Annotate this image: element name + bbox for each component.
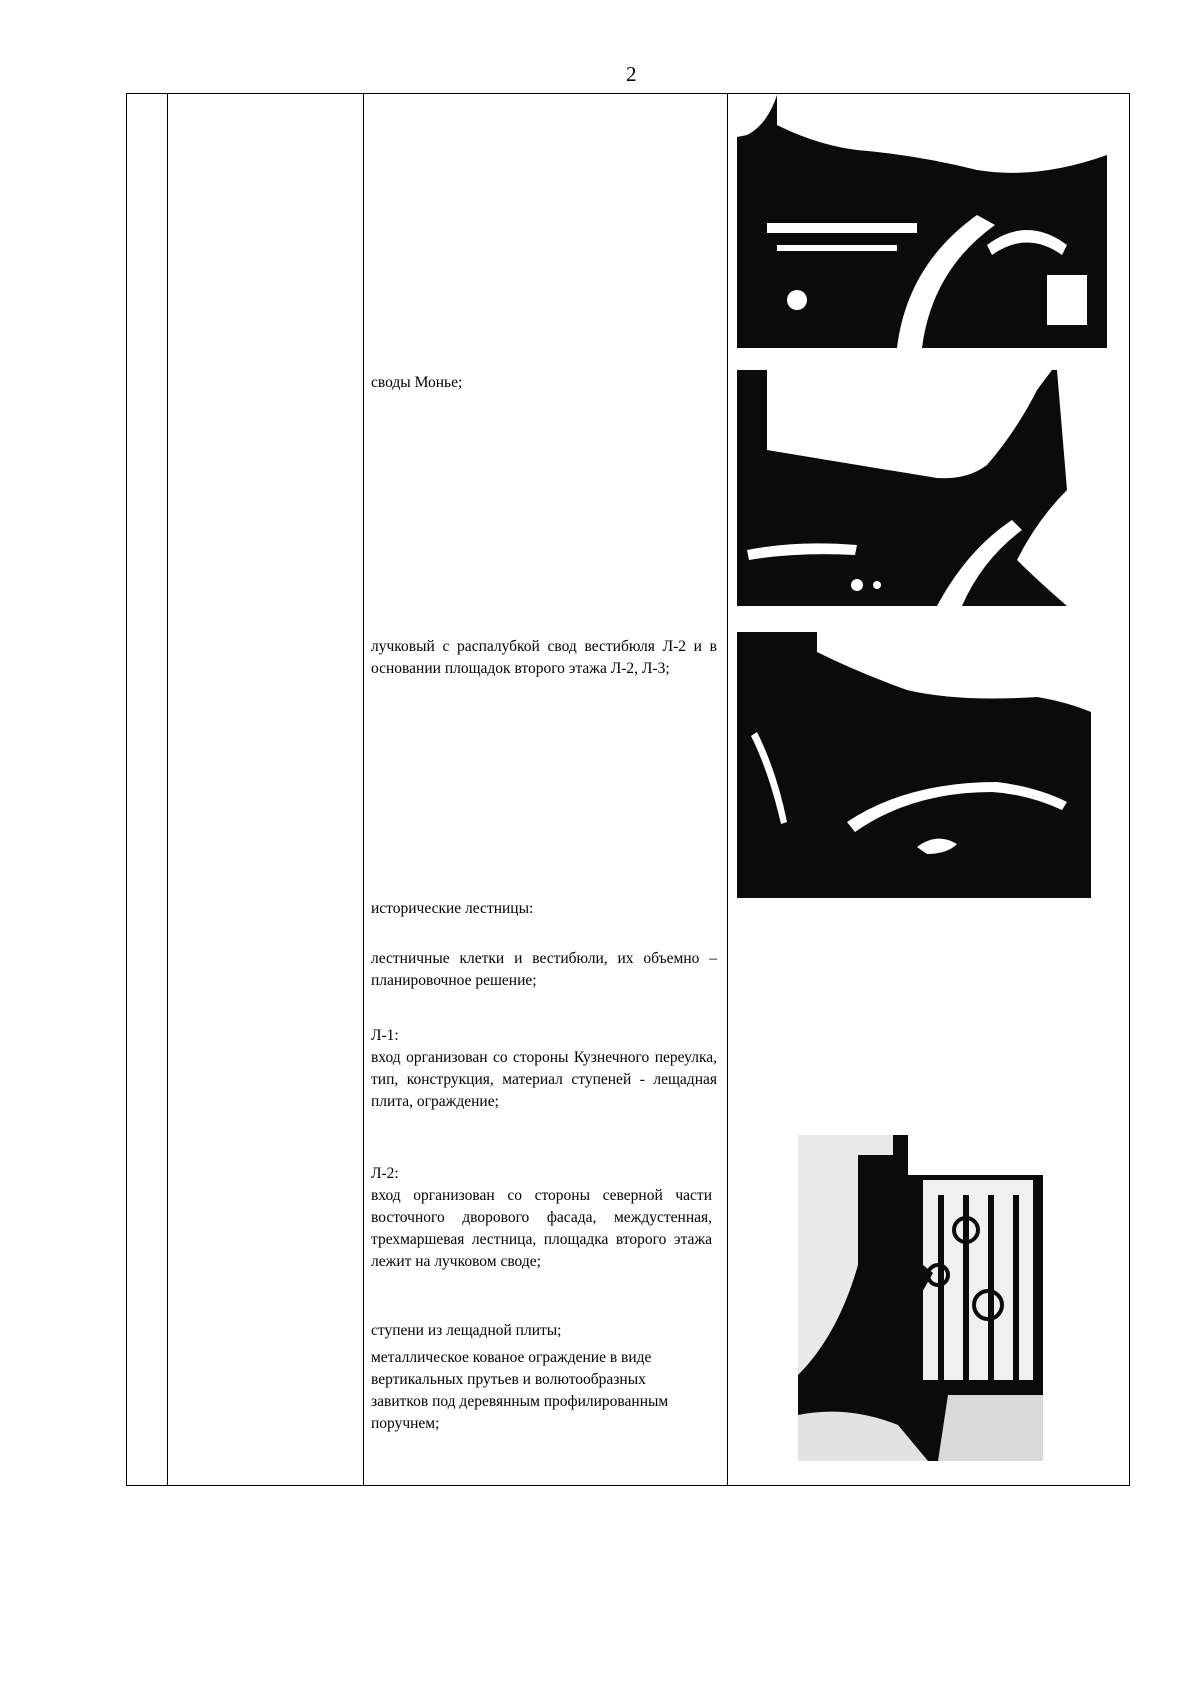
row-text-stair-cells: лестничные клетки и вестибюли, их объемно – планировочное решение;: [371, 950, 717, 989]
row-text-vaults-monier: своды Монье;: [371, 374, 463, 391]
page-number: 2: [626, 62, 637, 86]
row-text-l1-body: вход организован со стороны Кузнечного переулка, тип, конструкция, материал ступеней - лещадная плита, ограждение;: [371, 1049, 717, 1110]
staircase-railing-photo: [798, 1135, 1043, 1461]
row-text-l1-heading: Л-1:: [371, 1027, 399, 1044]
row-text-l2-heading: Л-2:: [371, 1165, 399, 1182]
row-text-l2-railing: металлическое кованое ограждение в виде вертикальных прутьев и волютообразных завитков под деревянным профилированным поручнем;: [371, 1349, 669, 1432]
vault-photo-icon: [737, 632, 1091, 898]
staircase-railing-photo-icon: [798, 1135, 1043, 1461]
column-divider: [727, 94, 728, 1485]
row-text-historic-stairs: исторические лестницы:: [371, 900, 534, 917]
vault-photo-icon: [737, 370, 1089, 606]
vault-photo: [737, 370, 1089, 606]
row-text-l2-body: вход организован со стороны северной части восточного дворового фасада, междустенная, трехмаршевая лестница, площадка второго этажа лежит на лучковом своде;: [371, 1187, 712, 1270]
row-text-l2-steps: ступени из лещадной плиты;: [371, 1322, 562, 1339]
column-divider: [363, 94, 364, 1485]
vault-photo: [737, 632, 1091, 898]
row-text-segmental-vault: лучковый с распалубкой свод вестибюля Л-2 и в основании площадок второго этажа Л-2, Л-3;: [371, 638, 717, 677]
vault-photo: [737, 95, 1107, 348]
vault-photo-icon: [737, 95, 1107, 348]
column-divider: [167, 94, 168, 1485]
